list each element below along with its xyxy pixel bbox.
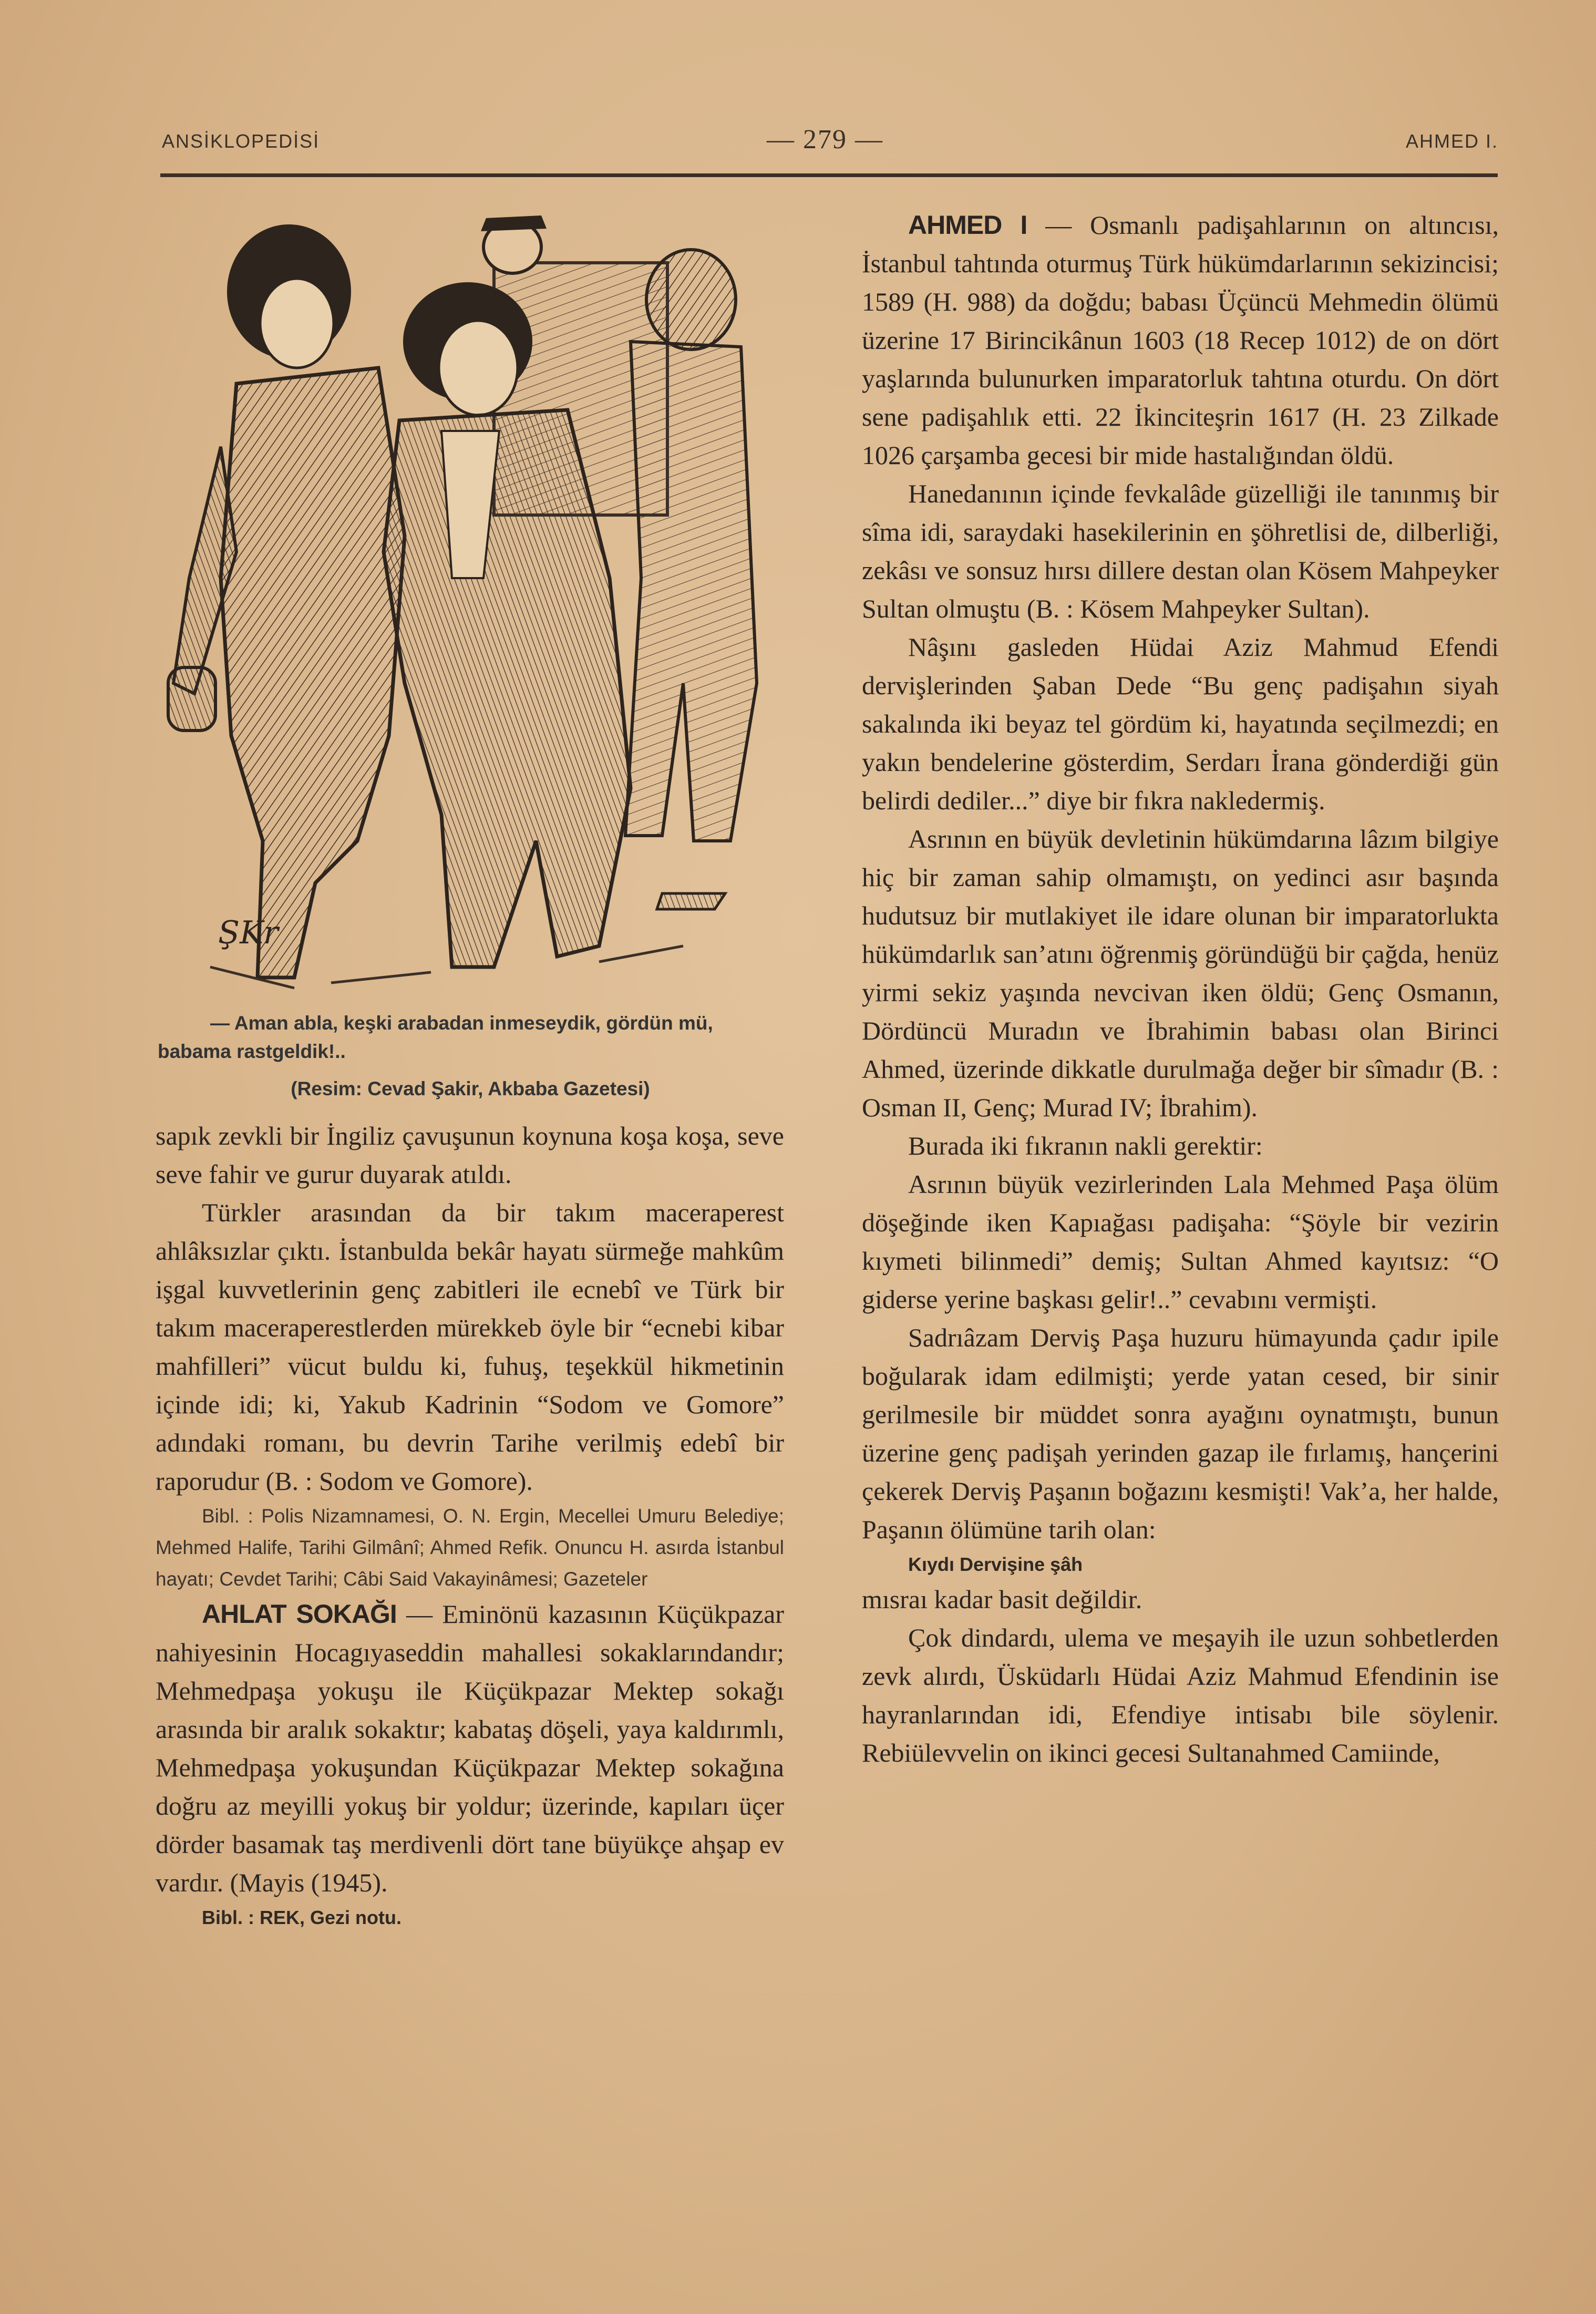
paragraph: Asrının büyük vezirlerinden Lala Mehmed Paşa ölüm döşeğinde iken Kapıağası padişaha: “Şöyle bir vezirin kıymeti bilinmedi” demiş; Sultan Ahmed kayıtsız: “O giderse yerine başkası gelir!..” cevabını vermişti. [862,1169,1499,1314]
artist-signature: ŞKr [218,914,279,951]
left-column-text [156,1117,784,1934]
right-column-text [862,206,1499,1772]
entry-body: — Eminönü kazasının Küçükpazar nahiyesinin Hocagıyaseddin mahallesi sokaklarındandır; Mehmedpaşa yokuşu ile Küçükpazar Mektep sokağı arasında bir aralık sokaktır; kabataş döşeli, yaya kaldırımlı, Mehmedpaşa yokuşundan Küçükpazar Mektep sokağına doğru az meyilli yokuş bir yoldur; üzerinde, kapıları üçer dörder basamak taş merdivenli dört tane büyükçe ahşap ev vardır. (Mayis (1945). [156,1599,784,1897]
entry-body: — Osmanlı padişahlarının on altıncısı, İstanbul tahtında oturmuş Türk hükümdarlarının sekizincisi; 1589 (H. 988) da doğdu; babası Üçüncü Mehmedin ölümü üzerine 17 Birincikânun 1603 (18 Recep 1012) de on dört yaşlarında bulunurken imparatorluk tahtına oturdu. On dört sene padişahlık etti. 22 İkinciteşrin 1617 (H. 23 Zilkade 1026 çarşamba gecesi bir mide hastalığından öldü. [862,210,1499,470]
illustration-caption: — Aman abla, keşki arabadan inmeseydik, gördün mü, babama rastgeldik!.. [158,1012,713,1062]
paragraph: Çok dindardı, ulema ve meşayih ile uzun sohbetlerden zevk alırdı, Üsküdarlı Hüdai Aziz Mahmud Efendinin ise hayranlarından idi, Efendiye intisabı bile söylenir. Rebiülevvelin on ikinci gecesi Sultanahmed Camiinde, [862,1623,1499,1767]
paragraph: Türkler arasından da bir takım maceraperest ahlâksızlar çıktı. İstanbulda bekâr hayatı sürmeğe mahkûm işgal kuvvetlerinin genç zabitleri ile ecnebî ve Türk bir takım maceraperestlerden mürekkeb öyle bir “ecnebi kibar mahfilleri” vücut buldu ki, fuhuş, teşekkül hikmetinin içinde idi; ki, Yakub Kadrinin “Sodom ve Gomore” adındaki romanı, bu devrin Tarihe verilmiş edebî bir raporudur (B. : Sodom ve Gomore). [156,1198,784,1496]
illustration-credit: (Resim: Cevad Şakir, Akbaba Gazetesi) [291,1078,650,1099]
paragraph: Burada iki fıkranın nakli gerektir: [908,1131,1263,1160]
paragraph: mısraı kadar basit değildir. [862,1585,1142,1614]
bibliography: Bibl. : REK, Gezi notu. [202,1907,401,1928]
header-rule [160,173,1498,177]
paragraph: Hanedanının içinde fevkalâde güzelliği ile tanınmış bir sîma idi, saraydaki hasekilerinin en şöhretlisi de, dilberliği, zekâsı ve sonsuz hırsı dillere destan olan Kösem Mahpeyker Sultan olmuştu (B. : Kösem Mahpeyker Sultan). [862,479,1499,623]
paragraph: sapık zevkli bir İngiliz çavuşunun koynuna koşa koşa, seve seve fahir ve gurur duyarak atıldı. [156,1121,784,1189]
entry-heading: AHLAT SOKAĞI [202,1599,397,1629]
paragraph: Sadrıâzam Derviş Paşa huzuru hümayunda çadır ipile boğularak idam edilmişti; yerde yatan cesed, bir sinir gerilmesile bir müddet sonra ayağını oynatmıştı, bunun üzerine genç padişah yerinden gazap ile fırlamış, hançerini çekerek Derviş Paşanın boğazını kesmişti! Vak’a, her halde, Paşanın ölümüne tarih olan: [862,1323,1499,1544]
bibliography: Bibl. : Polis Nizamnamesi, O. N. Ergin, Mecellei Umuru Belediye; Mehmed Halife, Tarihi Gilmânî; Ahmed Refik. Onuncu H. asırda İstanbul hayatı; Cevdet Tarihi; Câbi Said Vakayinâmesi; Gazeteler [156,1505,784,1590]
paragraph: Nâşını gasleden Hüdai Aziz Mahmud Efendi dervişlerinden Şaban Dede “Bu genç padişahın siyah sakalında iki beyaz tel gördüm ki, hayatında seçilmezdi; en yakın bendelerine gösterdim, Serdarı İrana gönderdiği gün belirdi dediler...” diye bir fıkra nakledermiş. [862,632,1499,815]
running-header-left: ANSİKLOPEDİSİ [162,130,320,152]
running-header-right: AHMED I. [1405,130,1498,152]
page-number: — 279 — [767,125,883,155]
entry-heading: AHMED I [908,210,1027,240]
verse-line: Kıydı Dervişine şâh [908,1554,1083,1575]
entry-ahlat-sokagi [156,1595,784,1902]
paragraph: Asrının en büyük devletinin hükümdarına lâzım bilgiye hiç bir zaman sahip olmamıştı, on yedinci asır başında hudutsuz bir mutlakiyet ile idare olunan bir imparatorlukta hükümdarlık san’atını öğrenmiş göründüğü bir çağda, henüz yirmi sekiz yaşında nevcivan iken öldü; Genç Osmanın, Dördüncü Muradın ve İbrahimin babası olan Birinci Ahmed, üzerinde dikkatle durulmağa değer bir sîmadır (B. : Osman II, Genç; Murad IV; İbrahim). [862,824,1499,1122]
entry-ahmed-i [862,206,1499,475]
caricature-illustration [158,210,788,1004]
